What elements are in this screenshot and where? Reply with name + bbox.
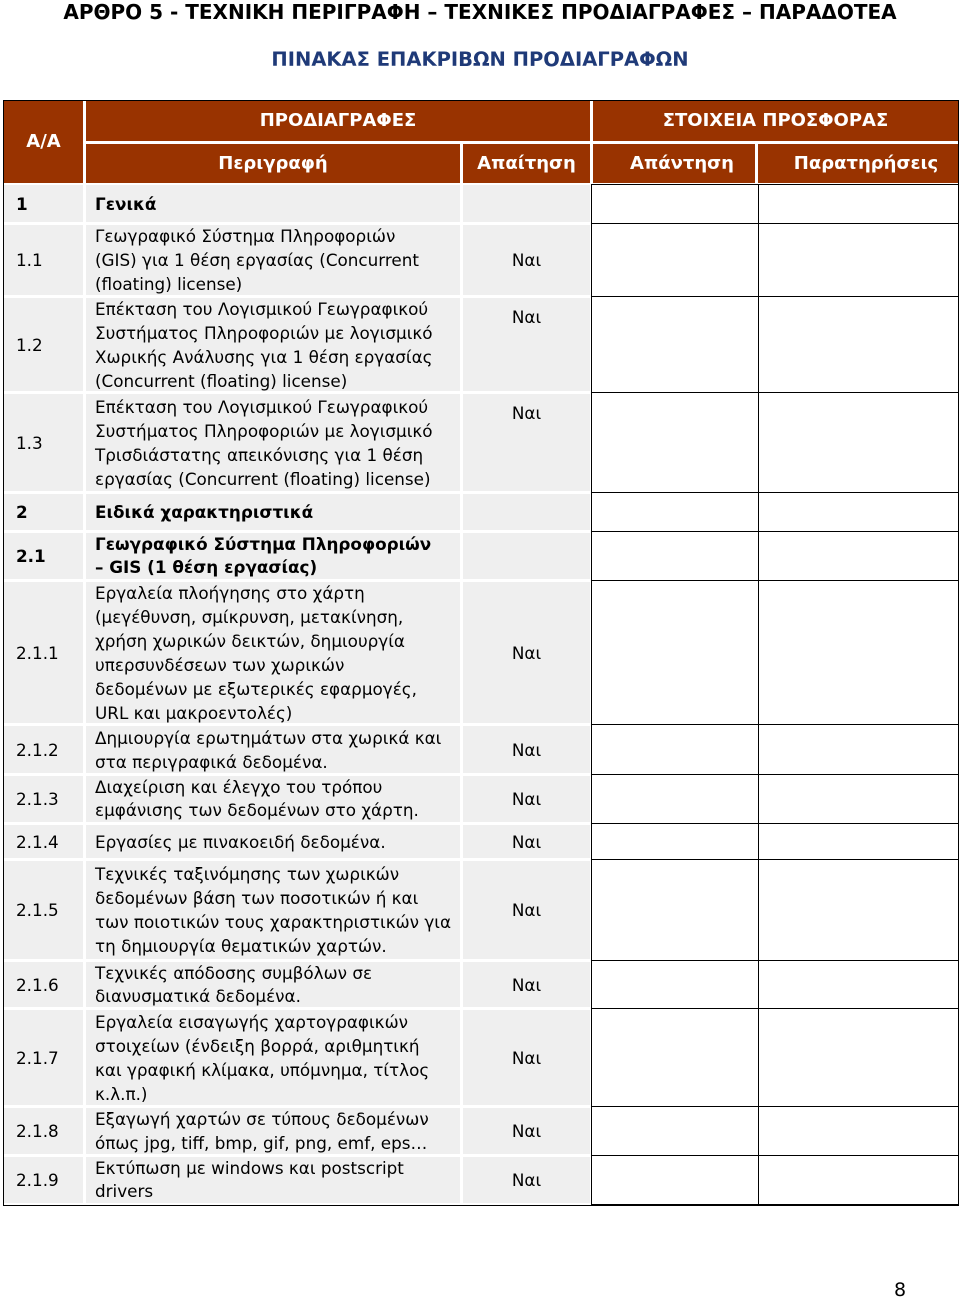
description-line: Γεωγραφικό Σύστημα Πληροφοριών (95, 226, 396, 246)
description-line: Γεωγραφικό Σύστημα Πληροφοριών (95, 534, 432, 554)
header-specifications: ΠΡΟΔΙΑΓΡΑΦΕΣ (86, 101, 590, 141)
table-row (4, 824, 958, 860)
description-text (95, 1010, 429, 1106)
response-cell (591, 961, 758, 1009)
response-cell (591, 1009, 758, 1107)
header-description: Περιγραφή (86, 144, 460, 183)
item-number: 2.1.5 (4, 861, 83, 959)
requirement-cell: Ναι (463, 298, 590, 391)
description-cell (86, 726, 460, 773)
description-line: drivers (95, 1181, 154, 1201)
description-cell (86, 298, 460, 391)
response-cell (591, 224, 758, 297)
section-number: 2 (4, 494, 83, 530)
response-cell (591, 297, 758, 393)
description-line: Διαχείριση και έλεγχο του τρόπου (95, 777, 383, 797)
table-row (4, 1009, 958, 1107)
description-text (95, 297, 433, 393)
requirement-cell: Ναι (463, 1108, 590, 1154)
description-cell (86, 1157, 460, 1203)
header-response: Απάντηση (593, 144, 755, 183)
description-text (95, 533, 431, 579)
requirement-cell: Ναι (463, 225, 590, 295)
remarks-cell (758, 1009, 958, 1107)
remarks-cell (758, 961, 958, 1009)
table-row (4, 725, 958, 775)
requirement-cell: Ναι (463, 962, 590, 1007)
description-cell (86, 394, 460, 491)
requirement-cell: Ναι (463, 582, 590, 723)
section-title: Ειδικά χαρακτηριστικά (86, 494, 460, 530)
description-line: Συστήματος Πληροφοριών με λογισμικό (95, 322, 433, 343)
description-text (95, 1157, 404, 1203)
description-cell (86, 776, 460, 822)
response-cell (591, 493, 758, 532)
description-line: των ποιοτικών τους χαρακτηριστικών για (95, 912, 452, 932)
description-line: στοιχείων (ένδειξη βορρά, αριθμητική (95, 1035, 420, 1056)
remarks-cell (758, 393, 958, 493)
specifications-table (3, 100, 959, 1206)
description-line: διανυσματικά δεδομένα. (95, 985, 301, 1006)
response-cell (591, 824, 758, 860)
description-text (95, 962, 372, 1008)
table-row (4, 961, 958, 1009)
section-row (4, 184, 958, 224)
item-number: 2.1.8 (4, 1108, 83, 1154)
response-cell (591, 725, 758, 775)
description-cell (86, 533, 460, 579)
remarks-cell (758, 493, 958, 532)
description-line: Χωρικής Ανάλυσης για 1 θέση εργασίας (95, 346, 433, 367)
description-cell (86, 225, 460, 295)
description-line: (GIS) για 1 θέση εργασίας (Concurrent (95, 250, 419, 270)
response-cell (591, 581, 758, 725)
description-text (95, 581, 417, 725)
description-cell (86, 582, 460, 723)
description-cell (86, 825, 460, 858)
item-number: 2.1.1 (4, 582, 83, 723)
description-line: Εργασίες με πινακοειδή δεδομένα. (95, 831, 386, 852)
table-row (4, 860, 958, 961)
page-number: 8 (894, 1279, 907, 1301)
description-text (95, 395, 433, 491)
item-number: 2.1.4 (4, 825, 83, 858)
table-title: ΠΙΝΑΚΑΣ ΕΠΑΚΡΙΒΩΝ ΠΡΟΔΙΑΓΡΑΦΩΝ (271, 48, 689, 71)
description-cell (86, 861, 460, 959)
description-line: δεδομένων βάση των ποσοτικών ή και (95, 888, 419, 908)
requirement-cell: Ναι (463, 394, 590, 491)
description-text (95, 726, 441, 774)
response-cell (591, 860, 758, 961)
remarks-cell (758, 184, 958, 224)
header-aa: Α/Α (4, 101, 83, 183)
description-line: Εργαλεία πλοήγησης στο χάρτη (95, 582, 365, 603)
item-number: 2.1.3 (4, 776, 83, 822)
description-line: Εξαγωγή χαρτών σε τύπους δεδομένων (95, 1109, 429, 1129)
item-number: 1.2 (4, 298, 83, 391)
item-number: 2.1.6 (4, 962, 83, 1007)
remarks-cell (758, 775, 958, 824)
header-offer-details: ΣΤΟΙΧΕΙΑ ΠΡΟΣΦΟΡΑΣ (593, 101, 958, 141)
remarks-cell (758, 224, 958, 297)
description-line: URL και μακροεντολές) (95, 702, 293, 723)
requirement-cell: Ναι (463, 776, 590, 822)
description-line: – GIS (1 θέση εργασίας) (95, 557, 318, 577)
description-line: Επέκταση του Λογισμικού Γεωγραφικού (95, 298, 429, 319)
document-title: ΑΡΘΡΟ 5 - ΤΕΧΝΙΚΗ ΠΕΡΙΓΡΑΦΗ – ΤΕΧΝΙΚΕΣ ΠΡΟΔΙΑΓΡΑΦΕΣ – ΠΑΡΑΔΟΤΕΑ (63, 0, 897, 24)
table-row (4, 1156, 958, 1205)
requirement-cell: Ναι (463, 1157, 590, 1203)
description-line: Εκτύπωση με windows και postscript (95, 1158, 404, 1178)
header-requirement: Απαίτηση (463, 144, 590, 183)
description-line: Δημιουργία ερωτημάτων στα χωρικά και (95, 727, 442, 748)
description-line: εργασίας (Concurrent (floating) license) (95, 468, 431, 489)
description-cell (86, 1108, 460, 1154)
table-row (4, 393, 958, 493)
description-line: Εργαλεία εισαγωγής χαρτογραφικών (95, 1011, 408, 1032)
requirement-cell: Ναι (463, 825, 590, 858)
remarks-cell (758, 1156, 958, 1205)
table-row (4, 224, 958, 297)
description-line: Συστήματος Πληροφοριών με λογισμικό (95, 420, 433, 441)
item-number: 2.1.7 (4, 1010, 83, 1105)
description-line: Τρισδιάστατης απεικόνισης για 1 θέση (95, 444, 424, 465)
remarks-cell (758, 581, 958, 725)
description-line: εμφάνισης των δεδομένων στο χάρτη. (95, 800, 419, 820)
table-row (4, 1107, 958, 1156)
section-number: 1 (4, 185, 83, 222)
description-text (95, 830, 386, 854)
description-line: (μεγέθυνση, σμίκρυνση, μετακίνηση, (95, 606, 404, 627)
description-line: (Concurrent (floating) license) (95, 370, 348, 391)
description-line: υπερσυνδέσεων των χωρικών (95, 654, 345, 675)
table-row (4, 532, 958, 581)
header-remarks: Παρατηρήσεις (758, 144, 958, 183)
requirement-cell: Ναι (463, 1010, 590, 1105)
response-cell (591, 532, 758, 581)
description-line: όπως jpg, tiff, bmp, gif, png, emf, eps… (95, 1133, 428, 1153)
section-row (4, 493, 958, 532)
item-number: 2.1 (4, 533, 83, 579)
description-line: Τεχνικές απόδοσης συμβόλων σε (95, 962, 373, 983)
remarks-cell (758, 824, 958, 860)
description-cell (86, 962, 460, 1007)
table-row (4, 581, 958, 725)
response-cell (591, 184, 758, 224)
remarks-cell (758, 1107, 958, 1156)
description-line: (floating) license) (95, 274, 243, 294)
remarks-cell (758, 860, 958, 961)
description-line: κ.λ.π.) (95, 1083, 148, 1104)
description-line: και γραφική κλίμακα, υπόμνημα, τίτλος (95, 1059, 430, 1080)
response-cell (591, 1107, 758, 1156)
requirement-cell (463, 494, 590, 530)
description-text (95, 224, 419, 296)
remarks-cell (758, 532, 958, 581)
item-number: 2.1.9 (4, 1157, 83, 1203)
table-row (4, 297, 958, 393)
description-line: χρήση χωρικών δεικτών, δημιουργία (95, 630, 405, 651)
remarks-cell (758, 297, 958, 393)
item-number: 1.3 (4, 394, 83, 491)
description-text (95, 776, 419, 822)
requirement-cell: Ναι (463, 726, 590, 773)
remarks-cell (758, 725, 958, 775)
item-number: 2.1.2 (4, 726, 83, 773)
description-line: στα περιγραφικά δεδομένα. (95, 751, 328, 772)
section-title: Γενικά (86, 185, 460, 222)
response-cell (591, 1156, 758, 1205)
description-text (95, 862, 451, 958)
description-line: Τεχνικές ταξινόμησης των χωρικών (95, 864, 400, 884)
description-line: δεδομένων με εξωτερικές εφαρμογές, (95, 678, 417, 699)
description-text (95, 1107, 429, 1155)
requirement-cell (463, 533, 590, 579)
description-line: Επέκταση του Λογισμικού Γεωγραφικού (95, 396, 429, 417)
table-row (4, 775, 958, 824)
description-cell (86, 1010, 460, 1105)
description-line: τη δημιουργία θεματικών χαρτών. (95, 936, 387, 956)
item-number: 1.1 (4, 225, 83, 295)
response-cell (591, 775, 758, 824)
response-cell (591, 393, 758, 493)
requirement-cell: Ναι (463, 861, 590, 959)
requirement-cell (463, 185, 590, 222)
